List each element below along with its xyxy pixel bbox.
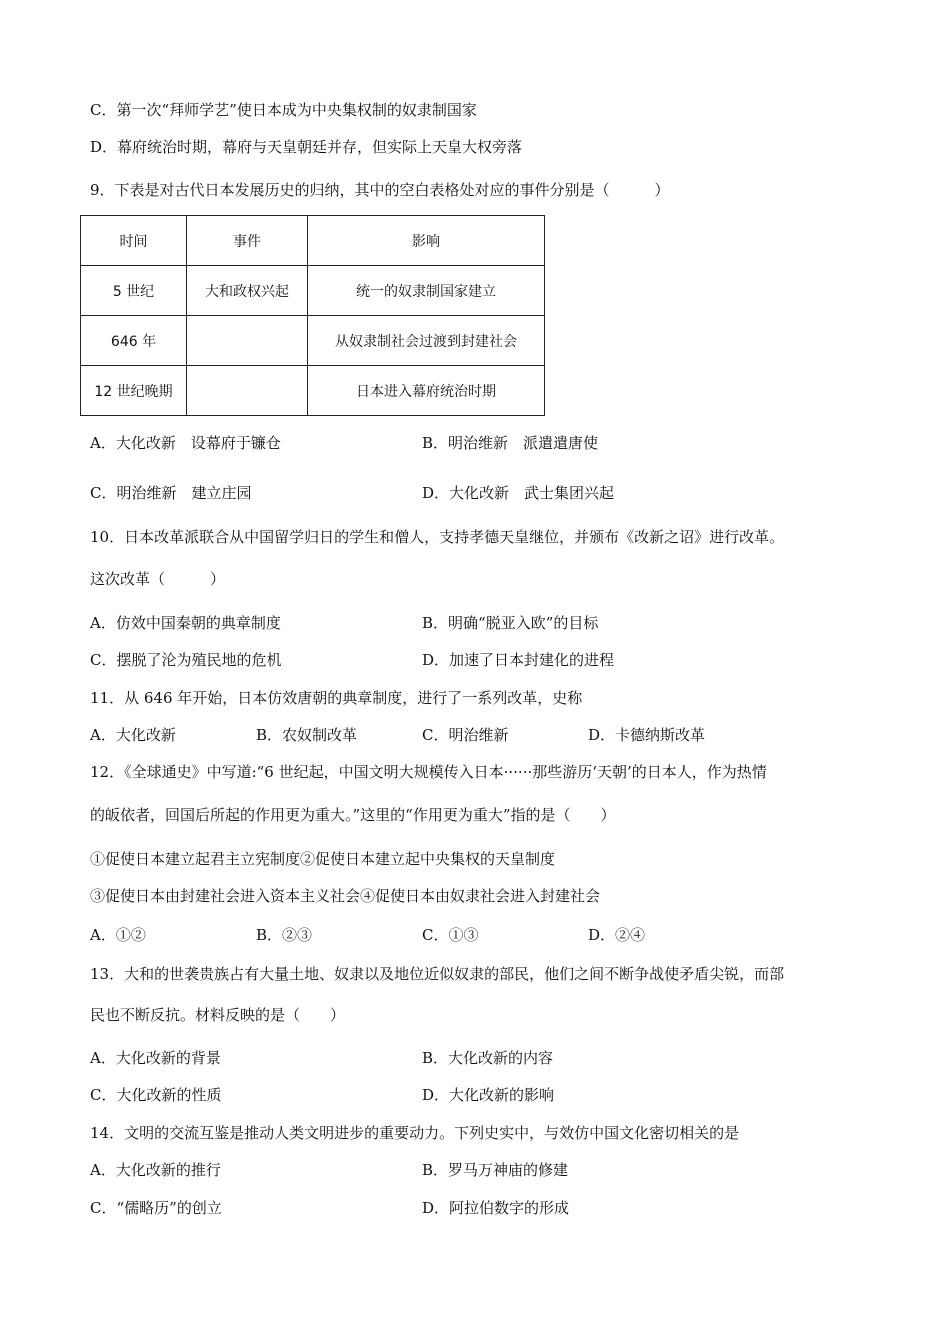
q14-stem: 14．文明的交流互鉴是推动人类文明进步的重要动力。下列史实中，与效仿中国文化密切相关的是 <box>90 1124 740 1142</box>
q10-stem: 10．日本改革派联合从中国留学归日的学生和僧人，支持孝德天皇继位，并颁布《改新之诏》进行改革。 <box>90 528 785 546</box>
q12-option-b: B．②③ <box>256 926 313 944</box>
q12-stem-cont: 的皈依者，回国后所起的作用更为重大。”这里的“作用更为重大”指的是（ ） <box>90 806 616 824</box>
table-row <box>81 266 545 316</box>
q13-stem-cont: 民也不断反抗。材料反映的是（ ） <box>90 1006 346 1024</box>
table-cell: 大和政权兴起 <box>187 266 308 316</box>
q13-stem: 13．大和的世袭贵族占有大量土地、奴隶以及地位近似奴隶的部民，他们之间不断争战使矛盾尖锐，而部 <box>90 965 785 983</box>
q12-option-a: A．①② <box>90 926 146 944</box>
q13-option-b: B．大化改新的内容 <box>422 1049 554 1067</box>
table-header-cell: 事件 <box>187 216 308 266</box>
table-cell <box>187 366 308 416</box>
q12-stem: 12．《全球通史》中写道:“6 世纪起，中国文明大规模传入日本······那些游历‘天朝’的日本人，作为热情 <box>90 763 767 781</box>
q10-option-c: C．摆脱了沦为殖民地的危机 <box>90 651 282 669</box>
q11-option-c: C．明治维新 <box>422 726 509 744</box>
q10-option-a: A．仿效中国秦朝的典章制度 <box>90 614 281 632</box>
q9-table <box>80 215 545 416</box>
q9-option-d: D．大化改新 武士集团兴起 <box>422 484 615 502</box>
q14-option-d: D．阿拉伯数字的形成 <box>422 1199 570 1217</box>
table-row <box>81 366 545 416</box>
q13-option-a: A．大化改新的背景 <box>90 1049 221 1067</box>
table-header-cell: 影响 <box>308 216 545 266</box>
q12-option-d: D．②④ <box>588 926 646 944</box>
table-cell: 统一的奴隶制国家建立 <box>308 266 545 316</box>
q9-option-a: A．大化改新 设幕府于镰仓 <box>90 434 281 452</box>
q11-option-d: D．卡德纳斯改革 <box>588 726 706 744</box>
q13-option-c: C．大化改新的性质 <box>90 1086 222 1104</box>
q14-option-b: B．罗马万神庙的修建 <box>422 1161 569 1179</box>
q11-stem: 11．从 646 年开始，日本仿效唐朝的典章制度，进行了一系列改革，史称 <box>90 689 583 707</box>
q12-statements-1: ①促使日本建立起君主立宪制度②促使日本建立起中央集权的天皇制度 <box>90 850 556 868</box>
q11-option-b: B．农奴制改革 <box>256 726 358 744</box>
q13-option-d: D．大化改新的影响 <box>422 1086 555 1104</box>
q12-option-c: C．①③ <box>422 926 479 944</box>
table-row <box>81 316 545 366</box>
table-cell: 日本进入幕府统治时期 <box>308 366 545 416</box>
table-header-cell: 时间 <box>81 216 187 266</box>
q14-option-c: C．“儒略历”的创立 <box>90 1199 222 1217</box>
q12-statements-2: ③促使日本由封建社会进入资本主义社会④促使日本由奴隶社会进入封建社会 <box>90 887 601 905</box>
q10-stem-cont: 这次改革（ ） <box>90 570 226 588</box>
q10-option-b: B．明确“脱亚入欧”的目标 <box>422 614 599 632</box>
q9-option-b: B．明治维新 派遣遣唐使 <box>422 434 599 452</box>
q10-option-d: D．加速了日本封建化的进程 <box>422 651 615 669</box>
table-cell: 从奴隶制社会过渡到封建社会 <box>308 316 545 366</box>
table-header-row <box>81 216 545 266</box>
q8-option-d: D．幕府统治时期，幕府与天皇朝廷并存，但实际上天皇大权旁落 <box>90 138 523 156</box>
q9-stem: 9．下表是对古代日本发展历史的归纳，其中的空白表格处对应的事件分别是（ ） <box>90 181 670 199</box>
table-cell: 12 世纪晚期 <box>81 366 187 416</box>
table-cell: 5 世纪 <box>81 266 187 316</box>
q11-option-a: A．大化改新 <box>90 726 176 744</box>
q8-option-c: C．第一次“拜师学艺”使日本成为中央集权制的奴隶制国家 <box>90 101 477 119</box>
q9-option-c: C．明治维新 建立庄园 <box>90 484 252 502</box>
q14-option-a: A．大化改新的推行 <box>90 1161 221 1179</box>
table-cell <box>187 316 308 366</box>
table-cell: 646 年 <box>81 316 187 366</box>
